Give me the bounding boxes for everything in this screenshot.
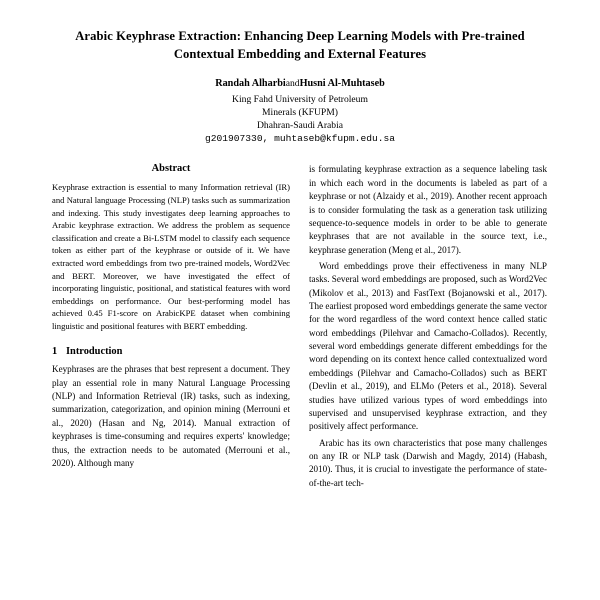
author-first: Randah Alharbi (215, 77, 286, 89)
author-second: Husni Al-Muhtaseb (299, 77, 385, 89)
affiliation-line-1: King Fahd University of Petroleum (232, 93, 368, 105)
author-joiner: and (285, 77, 300, 89)
section-number: 1 (52, 346, 58, 358)
two-column-body (52, 163, 548, 493)
abstract-text: Keyphrase extraction is essential to many Information retrieval (IR) and Natural language Processing (NLP) tasks such as summarization and indexing. This study investigates deep learning approaches to Arabic keyphrase extraction. We address the problem as sequence classification and create a Bi-LSTM model to classify each sequence token as either part of the keyphrase or outside of it. We have extracted word embeddings from two pre-trained models, Word2Vec and BERT. Moreover, we have investigated the effect of incorporating linguistic, positional, and statistical features with word embeddings on performance. Our best-performing model has achieved 0.45 F1-score on ArabicKPE dataset when combining linguistic and positional features with BERT embedding. (52, 182, 290, 331)
author-list (52, 78, 548, 89)
page-title: Arabic Keyphrase Extraction: Enhancing Deep Learning Models with Pre-trained Contextual Embedding and External Features (75, 29, 525, 61)
right-paragraph-3: Arabic has its own characteristics that pose many challenges on any IR or NLP task (Darwish and Magdy, 2014) (Habash, 2010). Thus, it is crucial to investigate the performance of state-of-the-art tech- (309, 437, 547, 488)
right-paragraph-2: Word embeddings prove their effectiveness in many NLP tasks. Several word embeddings are proposed, such as Word2Vec (Mikolov et al., 2013) and FastText (Bojanowski et al., 2017). The earliest proposed word embeddings generate the same vector for the word regardless of the word context hence called static word embeddings (Pilehvar and Camacho-Collados). Recently, several word embeddings generate different embeddings for the word depending on its context hence called contextualized word embeddings (Pilehvar and Camacho-Collados) such as BERT (Devlin et al., 2019), and ELMo (Peters et al., 2018). Several studies have utilized various types of word embeddings into supervised and unsupervised keyphrase extraction, and they positively affect performance. (309, 260, 547, 432)
right-column (309, 163, 547, 493)
right-paragraph-1: is formulating keyphrase extraction as a sequence labeling task in which each word in the documents is labeled as part of a keyphrase or not (Alzaidy et al., 2019). Another recent approach is to consider formulating the task as a generation task utilizing sequence-to-sequence models in order to be able to generate keyphrases that are not available in the source text, i.e., keyphrase generation (Meng et al., 2017). (309, 164, 547, 255)
author-email: g201907330, muhtaseb@kfupm.edu.sa (205, 133, 395, 145)
section-title: Introduction (66, 346, 123, 358)
affiliation-line-3: Dhahran-Saudi Arabia (256, 120, 344, 132)
section-heading-introduction (52, 346, 290, 357)
abstract-heading: Abstract (151, 163, 191, 175)
left-column (52, 163, 290, 493)
intro-paragraph: Keyphrases are the phrases that best represent a document. They play an essential role in many Natural Language Processing (NLP) and Information Retrieval (IR) tasks, such as indexing, summarization, categorization, and opinion mining (Merrouni et al., 2020) (Hasan and Ng, 2014). Manual extraction of keyphrases is time-consuming and requires experts' knowledge; thus, the extraction needs to be automated (Merrouni et al., 2020). Although many (52, 364, 290, 468)
affiliation-line-2: Minerals (KFUPM) (262, 106, 338, 118)
